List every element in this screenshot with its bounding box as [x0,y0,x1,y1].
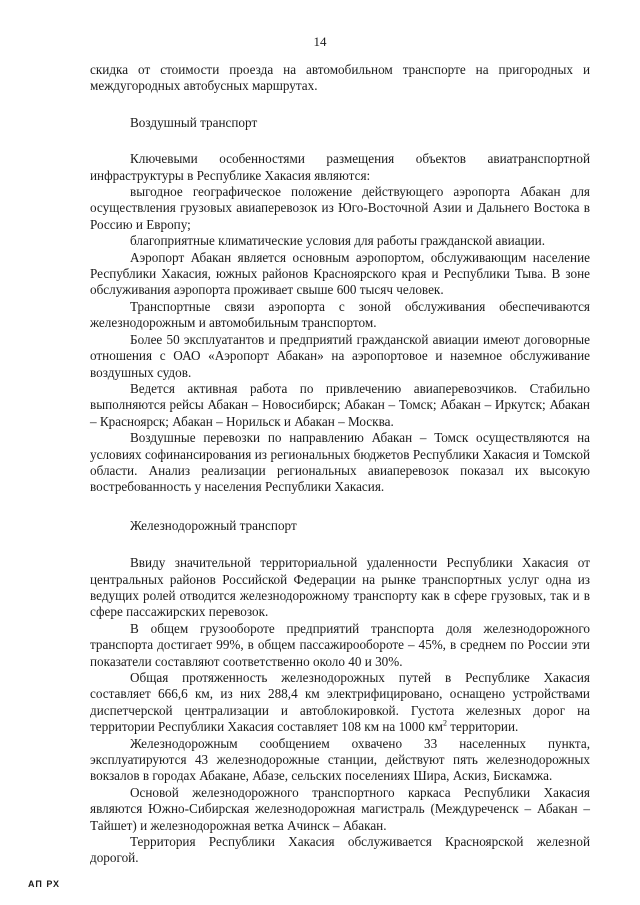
rail-paragraph-3-end: территории. [447,719,519,735]
footer-stamp: АП РХ [28,879,61,889]
section-heading-air: Воздушный транспорт [130,114,258,130]
section-heading-rail: Железнодорожный транспорт [130,517,297,533]
rail-paragraph-3-text: Общая протяженность железнодорожных путей в Республике Хакасия составляет 666,6 км, из них 288,4 км электрифицировано, оснащено устройствами диспетчерской централизации и автоблокировкой. Густота железных дорог на территории Республики Хакасия составляет 108 км на 1000 км [90,670,590,735]
air-paragraph-3: благоприятные климатические условия для работы гражданской авиации. [130,233,546,249]
rail-paragraph-1: Ввиду значительной территориальной удаленности Республики Хакасия от центральных районов Российской Федерации на рынке транспортных услуг одна из ведущих ролей отводится железнодорожному транспорту как в сфере грузовых, так и в сфере пассажирских перевозок. [90,555,590,620]
rail-paragraph-3 [90,670,590,736]
air-paragraph-5: Транспортные связи аэропорта с зоной обслуживания обеспечиваются железнодорожным и автомобильным транспортом. [90,298,590,331]
rail-paragraph-5: Основой железнодорожного транспортного каркаса Республики Хакасия являются Южно-Сибирская железнодорожная магистраль (Междуреченск – Абакан – Тайшет) и железнодорожная ветка Ачинск – Абакан. [90,784,590,833]
air-paragraph-8: Воздушные перевозки по направлению Абакан – Томск осуществляются на условиях софинансирования из региональных бюджетов Республики Хакасия и Томской области. Анализ реализации региональных авиаперевозок показал их высокую востребованность у населения Республики Хакасия. [90,430,590,495]
rail-paragraph-2: В общем грузообороте предприятий транспорта доля железнодорожного транспорта достигает 99%, в общем пассажирообороте – 45%, в среднем по России эти показатели составляют соответственно около 40 и 30%. [90,620,590,669]
air-paragraph-2: выгодное географическое положение действующего аэропорта Абакан для осуществления грузовых авиаперевозок из Юго-Восточной Азии и Дальнего Востока в Россию и Европу; [90,184,590,232]
rail-paragraph-4: Железнодорожным сообщением охвачено 33 населенных пункта, эксплуатируются 43 железнодорожные станции, действуют пять железнодорожных вокзалов в городах Абакане, Абазе, сельских поселениях Шира, Аскиз, Бискамжа. [90,735,590,784]
page-number: 14 [313,34,327,49]
rail-paragraph-6: Территория Республики Хакасия обслуживается Красноярской железной дорогой. [90,834,590,866]
air-paragraph-6: Более 50 эксплуатантов и предприятий гражданской авиации имеют договорные отношения с ОАО «Аэропорт Абакан» на аэропортовое и наземное обслуживание воздушных судов. [90,331,590,380]
document-body [90,62,590,867]
air-paragraph-4: Аэропорт Абакан является основным аэропортом, обслуживающим население Республики Хакасия, южных районов Красноярского края и Республики Тыва. В зоне обслуживания аэропорта проживает свыше 600 тысяч человек. [90,249,590,298]
air-paragraph-1: Ключевыми особенностями размещения объектов авиатранспортной инфраструктуры в Республике Хакасия являются: [90,151,590,183]
air-paragraph-7: Ведется активная работа по привлечению авиаперевозчиков. Стабильно выполняются рейсы Абакан – Новосибирск; Абакан – Томск; Абакан – Иркутск; Абакан – Красноярск; Абакан – Норильск и Абакан – Москва. [90,380,590,429]
intro-paragraph: скидка от стоимости проезда на автомобильном транспорте на пригородных и междугородных автобусных маршрутах. [90,62,590,94]
superscript-2: 2 [443,718,447,728]
